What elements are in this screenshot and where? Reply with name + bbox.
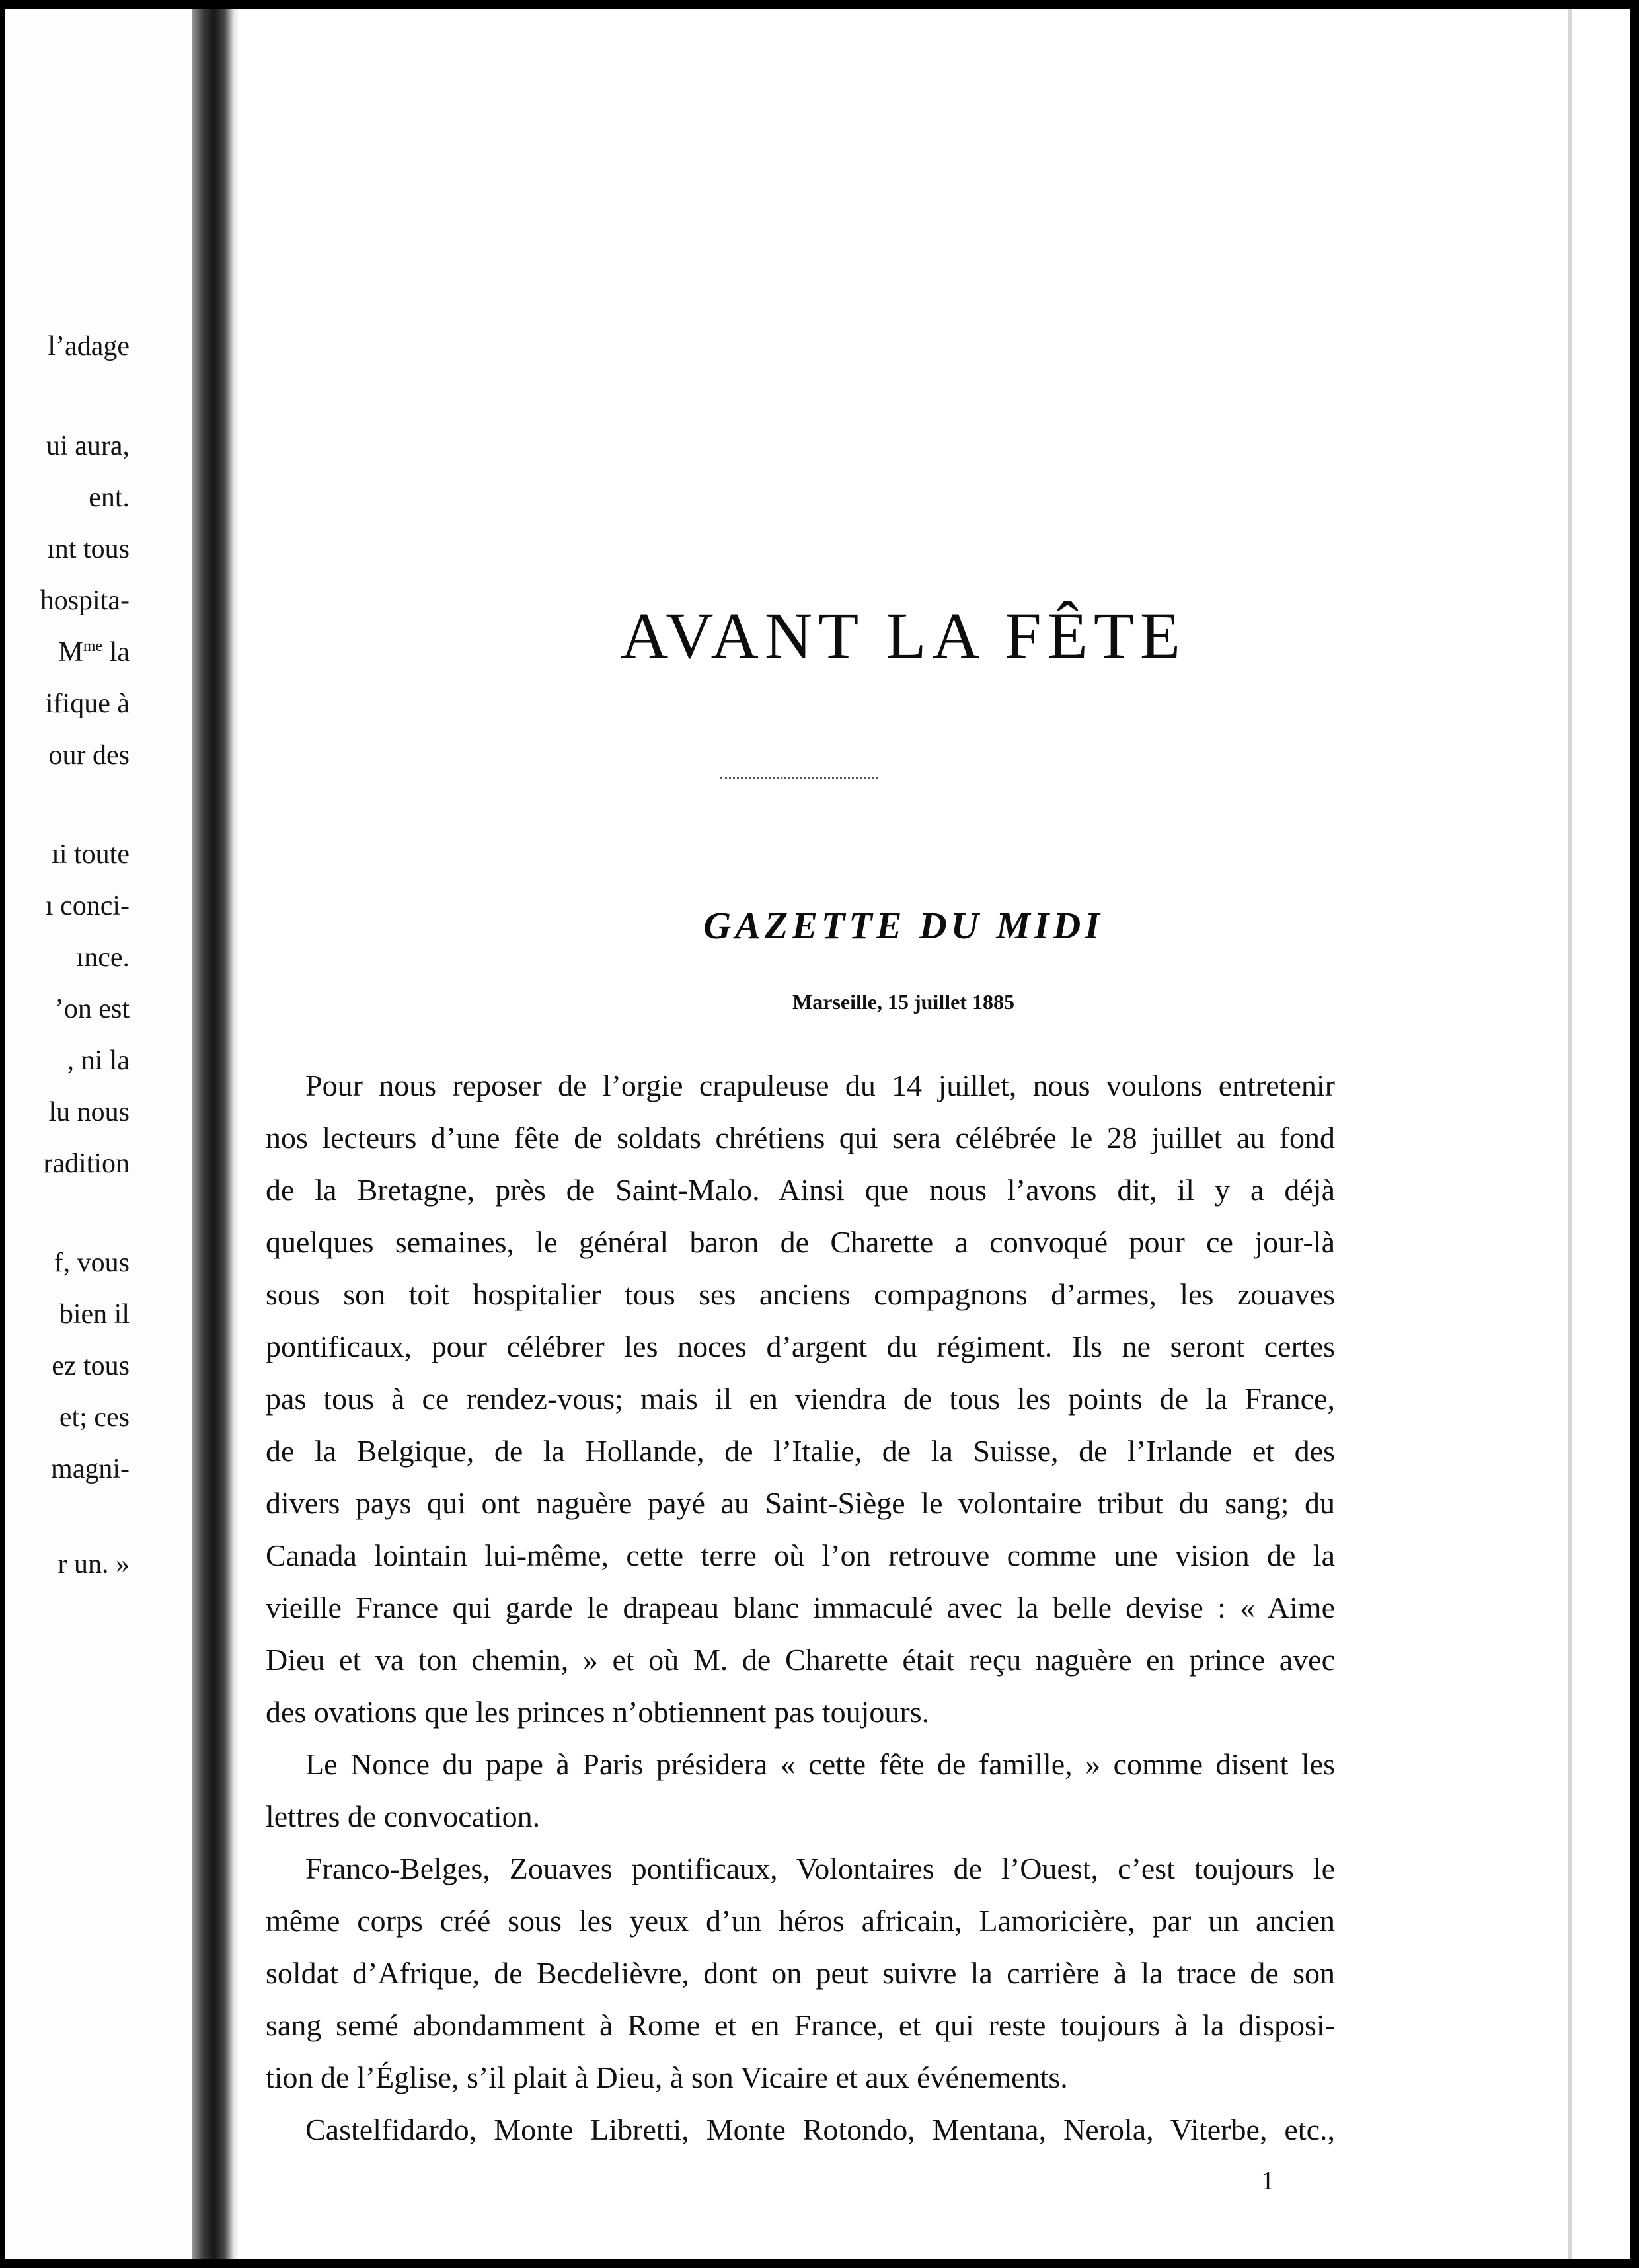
facing-page-line: our des — [48, 740, 130, 771]
body-text-line: soldat d’Afrique, de Becdelièvre, dont on peut suivre la carrière à la trace de son — [266, 1956, 1335, 1990]
body-text-line: Le Nonce du pape à Paris présidera « cette fête de famille, » comme disent les — [305, 1747, 1335, 1781]
page-title: AVANT LA FÊTE — [620, 599, 1186, 672]
facing-page-line: ınce. — [76, 942, 130, 973]
scan-border-bottom — [0, 2259, 1639, 2268]
body-text-line: même corps créé sous les yeux d’un héros africain, Lamoricière, par un ancien — [266, 1904, 1335, 1938]
body-text-line: de la Bretagne, près de Saint-Malo. Ainsi que nous l’avons dit, il y a déjà — [266, 1173, 1335, 1207]
facing-page-line: l’adage — [48, 331, 130, 361]
facing-page-line: f, vous — [54, 1248, 130, 1278]
scan-border-top — [0, 0, 1639, 9]
body-text-line: nos lecteurs d’une fête de soldats chrétiens qui sera célébrée le 28 juillet au fond — [266, 1121, 1335, 1154]
book-gutter — [192, 9, 233, 2259]
body-text-line: quelques semaines, le général baron de Charette a convoqué pour ce jour-là — [266, 1225, 1335, 1259]
facing-page-line: magni- — [51, 1454, 130, 1484]
scan-border-right — [1630, 0, 1639, 2268]
body-text-line: lettres de convocation. — [266, 1799, 541, 1833]
page-number: 1 — [1261, 2166, 1274, 2195]
facing-page-line: hospita- — [40, 586, 130, 616]
facing-page-line: , ni la — [67, 1045, 130, 1076]
body-text-line: Castelfidardo, Monte Libretti, Monte Rotondo, Mentana, Nerola, Viterbe, etc., — [305, 2113, 1335, 2146]
facing-page-line: bien il — [59, 1299, 130, 1330]
facing-page-line: ıi toute — [52, 839, 130, 870]
facing-page-line: ent. — [89, 482, 130, 513]
facing-page-line: radition — [43, 1149, 130, 1179]
facing-page-line: r un. » — [57, 1549, 130, 1579]
facing-page-line: $M^{me}$ la — [58, 637, 130, 667]
facing-page-line: et; ces — [59, 1402, 130, 1433]
body-text-line: sang semé abondamment à Rome et en France, et qui reste toujours à la disposi- — [266, 2008, 1335, 2042]
body-text-line: sous son toit hospitalier tous ses anciens compagnons d’armes, les zouaves — [266, 1277, 1335, 1311]
body-text-line: des ovations que les princes n’obtiennent pas toujours. — [266, 1695, 930, 1729]
facing-page-line: lu nous — [48, 1097, 130, 1127]
page-edge — [1568, 9, 1572, 2259]
title-separator-rule — [720, 777, 878, 779]
body-text-line: Pour nous reposer de l’orgie crapuleuse du 14 juillet, nous voulons entretenir — [305, 1069, 1335, 1102]
body-text-line: tion de l’Église, s’il plait à Dieu, à son Vicaire et aux événements. — [266, 2060, 1068, 2094]
facing-page-line: ui aura, — [46, 431, 130, 461]
body-text-line: Franco-Belges, Zouaves pontificaux, Volontaires de l’Ouest, c’est toujours le — [305, 1852, 1335, 1885]
scan-border-left — [0, 0, 5, 2268]
facing-page-line: ez tous — [52, 1351, 130, 1381]
facing-page-line: ınt tous — [47, 534, 130, 564]
facing-page-line: ı conci- — [45, 891, 130, 921]
facing-page-line: ifique à — [45, 689, 130, 719]
body-text-line: vieille France qui garde le drapeau blanc immaculé avec la belle devise : « Aime — [266, 1591, 1335, 1624]
body-text-line: pontificaux, pour célébrer les noces d’argent du régiment. Ils ne seront certes — [266, 1330, 1335, 1363]
body-text-line: divers pays qui ont naguère payé au Saint-Siège le volontaire tribut du sang; du — [266, 1486, 1335, 1520]
facing-page-fragment — [5, 9, 192, 2259]
section-heading: GAZETTE DU MIDI — [703, 904, 1104, 947]
body-text-line: Canada lointain lui-même, cette terre où l’on retrouve comme une vision de la — [266, 1538, 1335, 1572]
body-text-line: de la Belgique, de la Hollande, de l’Italie, de la Suisse, de l’Irlande et des — [266, 1434, 1335, 1468]
dateline: Marseille, 15 juillet 1885 — [792, 990, 1014, 1014]
body-text-line: Dieu et va ton chemin, » et où M. de Charette était reçu naguère en prince avec — [266, 1643, 1335, 1677]
facing-page-line: ’on est — [54, 994, 130, 1024]
body-text-line: pas tous à ce rendez-vous; mais il en viendra de tous les points de la France, — [266, 1382, 1335, 1416]
main-page — [239, 9, 1568, 2259]
gutter-shadow — [233, 9, 239, 2259]
